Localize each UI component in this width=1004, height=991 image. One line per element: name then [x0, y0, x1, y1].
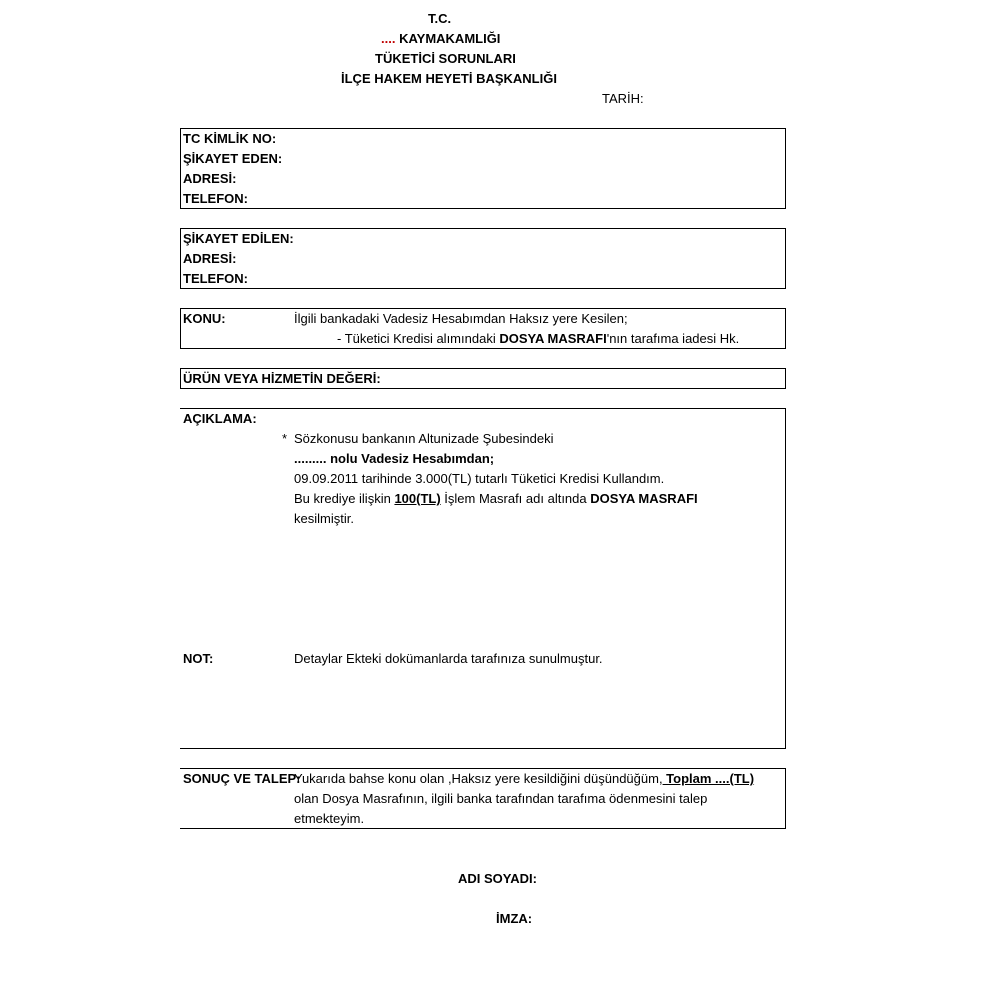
subject-line-2 [337, 329, 739, 349]
respondent-address-label: ADRESİ: [183, 251, 237, 266]
signature-label: İMZA: [496, 911, 533, 926]
subject-label: KONU: [183, 311, 226, 326]
conclusion-line-1-a: Yukarıda bahse konu olan ,Haksız yere kesildiğini düşündüğüm, [294, 771, 663, 786]
date-label: TARİH: [602, 91, 644, 106]
conclusion-line-3: etmekteyim. [294, 811, 365, 826]
conclusion-total: Toplam ....(TL) [662, 771, 755, 786]
conclusion-line-1 [294, 769, 754, 789]
subject-line-2-bold: DOSYA MASRAFI [499, 331, 607, 346]
complainant-name-label: ŞİKAYET EDEN: [183, 151, 283, 166]
value-label: ÜRÜN VEYA HİZMETİN DEĞERİ: [183, 371, 381, 386]
explanation-line-1: Sözkonusu bankanın Altunizade Şubesindeki [294, 431, 554, 446]
explanation-line-5: kesilmiştir. [294, 511, 354, 526]
explanation-line-2: ......... nolu Vadesiz Hesabımdan; [294, 451, 495, 466]
conclusion-label: SONUÇ VE TALEP: [183, 771, 301, 786]
header-governorship-text: KAYMAKAMLIĞI [395, 31, 501, 46]
note-label: NOT: [183, 651, 214, 666]
header-tc: T.C. [428, 11, 452, 26]
explanation-line-4-a: Bu krediye ilişkin [294, 491, 395, 506]
respondent-phone-label: TELEFON: [183, 271, 248, 286]
name-surname-label: ADI SOYADI: [458, 871, 537, 886]
header-consumer-issues: TÜKETİCİ SORUNLARI [375, 51, 516, 66]
explanation-fee-amount: 100(TL) [394, 491, 441, 506]
respondent-name-label: ŞİKAYET EDİLEN: [183, 231, 294, 246]
explanation-bullet: * [282, 431, 288, 446]
header-arbitration-board: İLÇE HAKEM HEYETİ BAŞKANLIĞI [341, 71, 557, 86]
header-governorship [381, 29, 500, 49]
note-text: Detaylar Ekteki dokümanlarda tarafınıza sunulmuştur. [294, 651, 603, 666]
explanation-line-4-d: DOSYA MASRAFI [590, 491, 698, 506]
complainant-address-label: ADRESİ: [183, 171, 237, 186]
tc-id-label: TC KİMLİK NO: [183, 131, 277, 146]
subject-line-2-suffix: 'nın tarafıma iadesi Hk. [606, 331, 740, 346]
explanation-line-4 [294, 489, 698, 509]
subject-line-1: İlgili bankadaki Vadesiz Hesabımdan Haksız yere Kesilen; [294, 311, 628, 326]
header-dots: .... [381, 31, 396, 46]
explanation-line-3: 09.09.2011 tarihinde 3.000(TL) tutarlı Tüketici Kredisi Kullandım. [294, 471, 665, 486]
subject-line-2-prefix: - Tüketici Kredisi alımındaki [337, 331, 500, 346]
conclusion-line-2: olan Dosya Masrafının, ilgili banka tarafından tarafıma ödenmesini talep [294, 791, 708, 806]
complainant-phone-label: TELEFON: [183, 191, 248, 206]
explanation-line-4-c: İşlem Masrafı adı altında [440, 491, 591, 506]
explanation-label: AÇIKLAMA: [183, 411, 257, 426]
